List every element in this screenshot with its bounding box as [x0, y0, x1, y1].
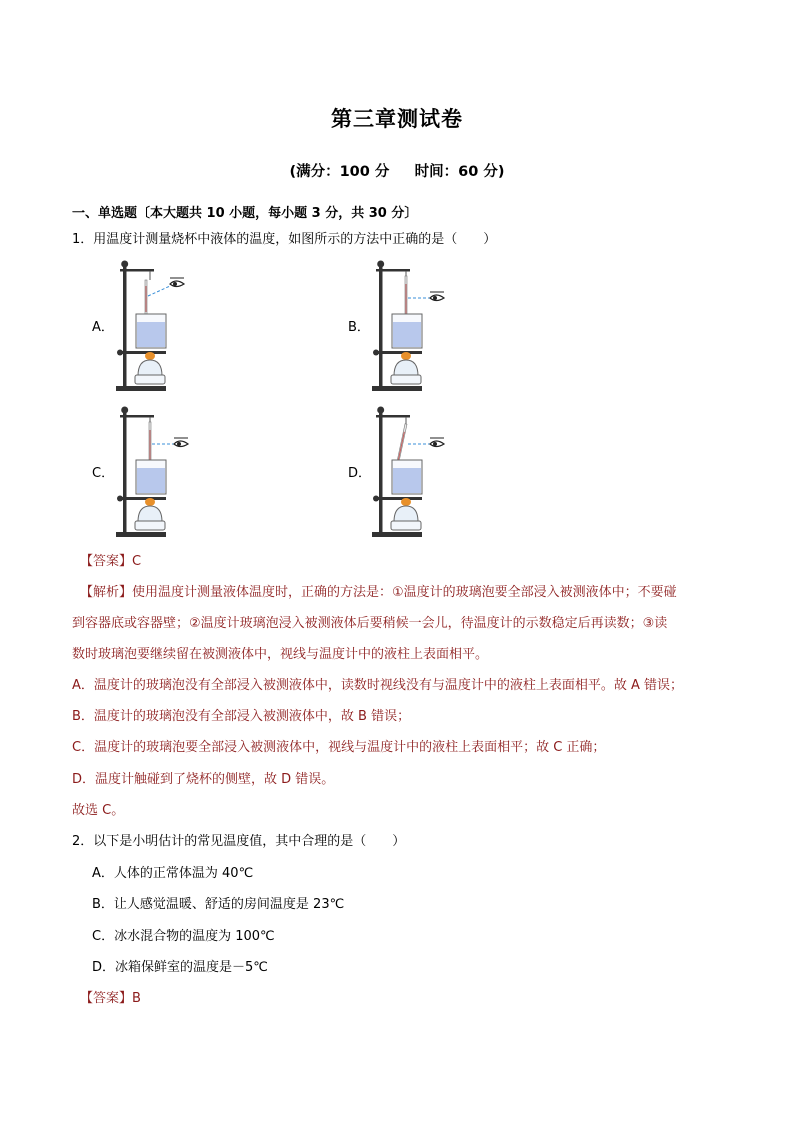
q2-option-a: A．人体的正常体温为 40℃: [92, 866, 254, 881]
section-heading: 一、单选题〔本大题共 10 小题，每小题 3 分，共 30 分〕: [72, 206, 418, 221]
q2-option-c: C．冰水混合物的温度为 100℃: [92, 929, 275, 944]
q1-figure-d: [368, 402, 448, 538]
eye-icon: [174, 438, 188, 447]
page-title: 第三章测试卷: [331, 107, 463, 131]
q1-explain-d: D．温度计触碰到了烧杯的侧壁，故 D 错误。: [72, 772, 335, 787]
q1-explain-a: A．温度计的玻璃泡没有全部浸入被测液体中，读数时视线没有与温度计中的液柱上表面相平。故 A 错误；: [72, 678, 684, 693]
q1-analysis-line-3: 数时玻璃泡要继续留在被测液体中，视线与温度计中的液柱上表面相平。: [72, 647, 489, 662]
eye-icon: [430, 292, 444, 301]
q2-stem: 2．以下是小明估计的常见温度值，其中合理的是（ ）: [72, 834, 406, 849]
q1-conclusion: 故选 C。: [72, 803, 125, 818]
q1-analysis-line-2: 到容器底或容器壁；②温度计玻璃泡浸入被测液体后要稍候一会儿，待温度计的示数稳定后再读数；③读: [72, 616, 668, 631]
q1-option-c-label: C．: [92, 466, 115, 481]
q1-option-a-label: A．: [92, 320, 114, 335]
q1-figure-c: [112, 402, 192, 538]
eye-icon: [430, 438, 444, 447]
q1-stem: 1．用温度计测量烧杯中液体的温度，如图所示的方法中正确的是（ ）: [72, 232, 497, 247]
q2-option-d: D．冰箱保鲜室的温度是－5℃: [92, 960, 268, 975]
q1-answer: 【答案】C: [80, 554, 142, 569]
q1-option-d-label: D．: [348, 466, 372, 481]
q2-option-b: B．让人感觉温暖、舒适的房间温度是 23℃: [92, 897, 345, 912]
q1-figure-a: [112, 256, 192, 392]
q1-explain-b: B．温度计的玻璃泡没有全部浸入被测液体中，故 B 错误；: [72, 709, 411, 724]
page-subtitle: (满分：100 分 时间：60 分): [289, 164, 505, 180]
q2-answer: 【答案】B: [80, 991, 141, 1006]
q1-option-b-label: B．: [348, 320, 370, 335]
q1-figure-b: [368, 256, 448, 392]
q1-analysis-line-1: 【解析】使用温度计测量液体温度时，正确的方法是：①温度计的玻璃泡要全部浸入被测液体中；不要碰: [80, 585, 677, 600]
eye-icon: [170, 278, 184, 287]
q1-explain-c: C．温度计的玻璃泡要全部浸入被测液体中，视线与温度计中的液柱上表面相平；故 C 正确；: [72, 740, 606, 755]
